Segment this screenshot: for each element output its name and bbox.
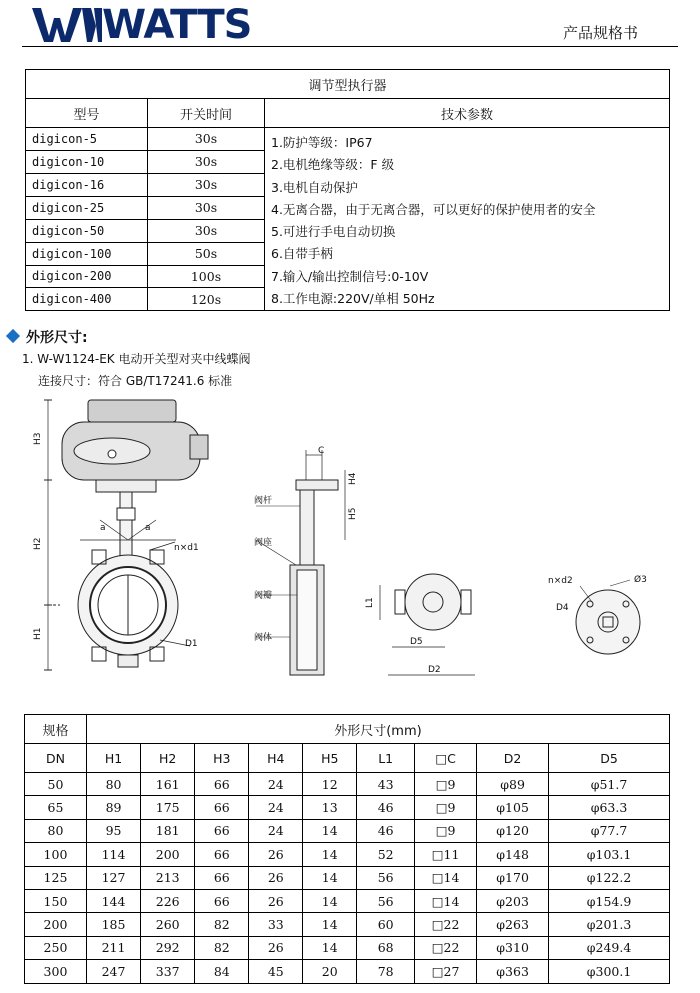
dims-cell: φ148 xyxy=(477,843,549,866)
model-cell: digicon-10 xyxy=(26,150,148,173)
table-row xyxy=(25,889,670,912)
time-cell: 30s xyxy=(148,150,265,173)
dims-cell: 250 xyxy=(25,936,87,959)
dims-cell: 52 xyxy=(357,843,415,866)
dims-cell: 14 xyxy=(303,889,357,912)
dims-cell: 211 xyxy=(86,936,140,959)
dims-cell: 66 xyxy=(195,843,249,866)
spec-label-cell: 规格 xyxy=(25,715,87,744)
dims-cell: □14 xyxy=(415,866,477,889)
dims-cell: 66 xyxy=(195,796,249,819)
dims-cell: 260 xyxy=(141,913,195,936)
param-line: 7.输入/输出控制信号:0-10V xyxy=(271,268,429,284)
model-cell: digicon-100 xyxy=(26,242,148,265)
dims-cell: φ263 xyxy=(477,913,549,936)
mounting-flange-view xyxy=(576,580,640,654)
section-heading-text: 外形尺寸: xyxy=(26,330,88,346)
model-cell: digicon-5 xyxy=(26,128,148,151)
dims-cell: φ103.1 xyxy=(549,843,670,866)
dims-cell: φ201.3 xyxy=(549,913,670,936)
label-h3: H3 xyxy=(33,432,43,445)
label-seat: 阀座 xyxy=(254,538,273,548)
dims-cell: 82 xyxy=(195,913,249,936)
param-line: 8.工作电源:220V/单相 50Hz xyxy=(271,291,435,307)
dims-cell: φ300.1 xyxy=(549,960,670,983)
valve-technical-drawing xyxy=(0,390,700,700)
dims-cell: 125 xyxy=(25,866,87,889)
dims-cell: 127 xyxy=(86,866,140,889)
dims-cell: 26 xyxy=(249,936,303,959)
item-title: 1. W-W1124-EK 电动开关型对夹中线蝶阀 xyxy=(22,352,251,366)
dims-cell: 66 xyxy=(195,773,249,796)
dims-cell: 46 xyxy=(357,819,415,842)
dims-cell: 82 xyxy=(195,936,249,959)
time-cell: 120s xyxy=(148,288,265,311)
table-row xyxy=(25,866,670,889)
dims-cell: 95 xyxy=(86,819,140,842)
dims-cell: φ170 xyxy=(477,866,549,889)
column-header-params: 技术参数 xyxy=(265,99,670,128)
column-header-5: H5 xyxy=(303,744,357,773)
dims-cell: 292 xyxy=(141,936,195,959)
time-cell: 30s xyxy=(148,196,265,219)
label-d2: D2 xyxy=(428,665,441,675)
dims-cell: □9 xyxy=(415,819,477,842)
dims-cell: 181 xyxy=(141,819,195,842)
dims-table-body xyxy=(25,773,670,984)
column-header-0: DN xyxy=(25,744,87,773)
dims-cell: 161 xyxy=(141,773,195,796)
dims-cell: □27 xyxy=(415,960,477,983)
column-header-3: H3 xyxy=(195,744,249,773)
dims-cell: 84 xyxy=(195,960,249,983)
top-flange-view xyxy=(380,574,475,675)
front-view xyxy=(44,400,208,670)
model-cell: digicon-50 xyxy=(26,219,148,242)
label-d5: D5 xyxy=(410,637,423,647)
dims-cell: 46 xyxy=(357,796,415,819)
dims-cell: 14 xyxy=(303,936,357,959)
dims-cell: 56 xyxy=(357,866,415,889)
label-h4: H4 xyxy=(348,472,358,485)
column-header-1: H1 xyxy=(86,744,140,773)
label-nxd1: n×d1 xyxy=(174,543,199,553)
dims-cell: 24 xyxy=(249,773,303,796)
dims-cell: 43 xyxy=(357,773,415,796)
dimensions-table xyxy=(24,714,670,984)
document-title: 产品规格书 xyxy=(562,24,638,42)
dims-cell: φ310 xyxy=(477,936,549,959)
dims-cell: 100 xyxy=(25,843,87,866)
column-header-2: H2 xyxy=(141,744,195,773)
dims-cell: φ122.2 xyxy=(549,866,670,889)
actuator-table-caption: 调节型执行器 xyxy=(26,70,670,99)
table-row xyxy=(25,819,670,842)
param-line: 3.电机自动保护 xyxy=(271,179,358,195)
dims-cell: 247 xyxy=(86,960,140,983)
dims-cell: 200 xyxy=(141,843,195,866)
dims-cell: 150 xyxy=(25,889,87,912)
dims-cell: φ77.7 xyxy=(549,819,670,842)
label-h2: H2 xyxy=(33,537,43,550)
column-header-7: □C xyxy=(415,744,477,773)
model-cell: digicon-400 xyxy=(26,288,148,311)
table-row xyxy=(25,913,670,936)
dims-cell: 65 xyxy=(25,796,87,819)
dims-cell: 68 xyxy=(357,936,415,959)
item-subtitle: 连接尺寸：符合 GB/T17241.6 标准 xyxy=(38,374,233,388)
dims-cell: 66 xyxy=(195,819,249,842)
dims-group-header: 外形尺寸(mm) xyxy=(86,715,669,744)
table-row xyxy=(26,128,670,151)
actuator-spec-table xyxy=(25,69,670,311)
table-row xyxy=(25,796,670,819)
table-row xyxy=(25,843,670,866)
dims-cell: 337 xyxy=(141,960,195,983)
time-cell: 50s xyxy=(148,242,265,265)
tech-params-cell xyxy=(265,128,670,311)
time-cell: 30s xyxy=(148,219,265,242)
label-a-left: a xyxy=(100,523,106,533)
dims-cell: 26 xyxy=(249,889,303,912)
model-cell: digicon-25 xyxy=(26,196,148,219)
dims-cell: 13 xyxy=(303,796,357,819)
time-cell: 30s xyxy=(148,128,265,151)
dims-cell: □22 xyxy=(415,913,477,936)
dims-cell: 14 xyxy=(303,843,357,866)
dims-cell: φ51.7 xyxy=(549,773,670,796)
label-h5: H5 xyxy=(348,507,358,520)
dims-cell: φ249.4 xyxy=(549,936,670,959)
dims-cell: 200 xyxy=(25,913,87,936)
actuator-cover-icon xyxy=(88,400,176,422)
dims-cell: φ154.9 xyxy=(549,889,670,912)
label-c: C xyxy=(318,446,325,456)
label-phi3: Ø3 xyxy=(634,575,647,585)
column-header-6: L1 xyxy=(357,744,415,773)
dims-cell: 50 xyxy=(25,773,87,796)
dims-cell: 12 xyxy=(303,773,357,796)
dims-cell: φ203 xyxy=(477,889,549,912)
dims-cell: □9 xyxy=(415,773,477,796)
dims-cell: φ89 xyxy=(477,773,549,796)
dims-cell: φ105 xyxy=(477,796,549,819)
dims-cell: 80 xyxy=(25,819,87,842)
table-row xyxy=(25,960,670,983)
dims-cell: 185 xyxy=(86,913,140,936)
time-cell: 30s xyxy=(148,173,265,196)
table-row xyxy=(25,773,670,796)
dims-cell: □22 xyxy=(415,936,477,959)
label-stem: 阀杆 xyxy=(254,496,273,506)
label-d4: D4 xyxy=(556,603,569,613)
dims-cell: 14 xyxy=(303,866,357,889)
label-h1: H1 xyxy=(33,627,43,640)
label-body: 阀体 xyxy=(254,633,273,643)
dims-column-headers xyxy=(25,744,670,773)
diamond-bullet-icon xyxy=(6,329,20,343)
dims-cell: 45 xyxy=(249,960,303,983)
label-l1: L1 xyxy=(365,597,375,608)
param-line: 1.防护等级：IP67 xyxy=(271,135,373,150)
dims-cell: 114 xyxy=(86,843,140,866)
dims-cell: 213 xyxy=(141,866,195,889)
brand-name: WATTS xyxy=(102,2,252,48)
logo-mark-icon xyxy=(32,6,102,44)
dims-cell: 33 xyxy=(249,913,303,936)
model-cell: digicon-200 xyxy=(26,265,148,288)
dims-cell: □14 xyxy=(415,889,477,912)
param-line: 2.电机绝缘等级：F 级 xyxy=(271,157,395,173)
dims-cell: 14 xyxy=(303,913,357,936)
dims-cell: 300 xyxy=(25,960,87,983)
dims-cell: 24 xyxy=(249,796,303,819)
section-heading xyxy=(8,327,88,347)
dims-cell: 14 xyxy=(303,819,357,842)
time-cell: 100s xyxy=(148,265,265,288)
dims-cell: 226 xyxy=(141,889,195,912)
dims-cell: 78 xyxy=(357,960,415,983)
dims-cell: □9 xyxy=(415,796,477,819)
column-header-9: D5 xyxy=(549,744,670,773)
dims-cell: 26 xyxy=(249,843,303,866)
param-line: 4.无离合器，由于无离合器，可以更好的保护使用者的安全 xyxy=(271,201,596,217)
dims-cell: 60 xyxy=(357,913,415,936)
dims-cell: 89 xyxy=(86,796,140,819)
label-d1: D1 xyxy=(185,639,198,649)
dims-cell: □11 xyxy=(415,843,477,866)
param-line: 6.自带手柄 xyxy=(271,246,333,262)
param-line: 5.可进行手电自动切换 xyxy=(271,224,396,240)
watts-logo xyxy=(32,2,252,48)
dims-cell: 144 xyxy=(86,889,140,912)
dims-cell: 66 xyxy=(195,889,249,912)
dims-cell: 26 xyxy=(249,866,303,889)
label-a-right: a xyxy=(145,523,151,533)
dims-cell: 56 xyxy=(357,889,415,912)
header-divider xyxy=(22,46,678,47)
dims-cell: 20 xyxy=(303,960,357,983)
label-disc: 阀瓣 xyxy=(254,591,273,601)
column-header-8: D2 xyxy=(477,744,549,773)
dims-cell: φ63.3 xyxy=(549,796,670,819)
column-header-time: 开关时间 xyxy=(148,99,265,128)
column-header-4: H4 xyxy=(249,744,303,773)
dims-cell: φ120 xyxy=(477,819,549,842)
table-row xyxy=(25,936,670,959)
dims-cell: φ363 xyxy=(477,960,549,983)
label-nxd2: n×d2 xyxy=(548,576,573,586)
dims-cell: 80 xyxy=(86,773,140,796)
column-header-model: 型号 xyxy=(26,99,148,128)
dims-cell: 24 xyxy=(249,819,303,842)
dims-cell: 175 xyxy=(141,796,195,819)
model-cell: digicon-16 xyxy=(26,173,148,196)
dims-cell: 66 xyxy=(195,866,249,889)
